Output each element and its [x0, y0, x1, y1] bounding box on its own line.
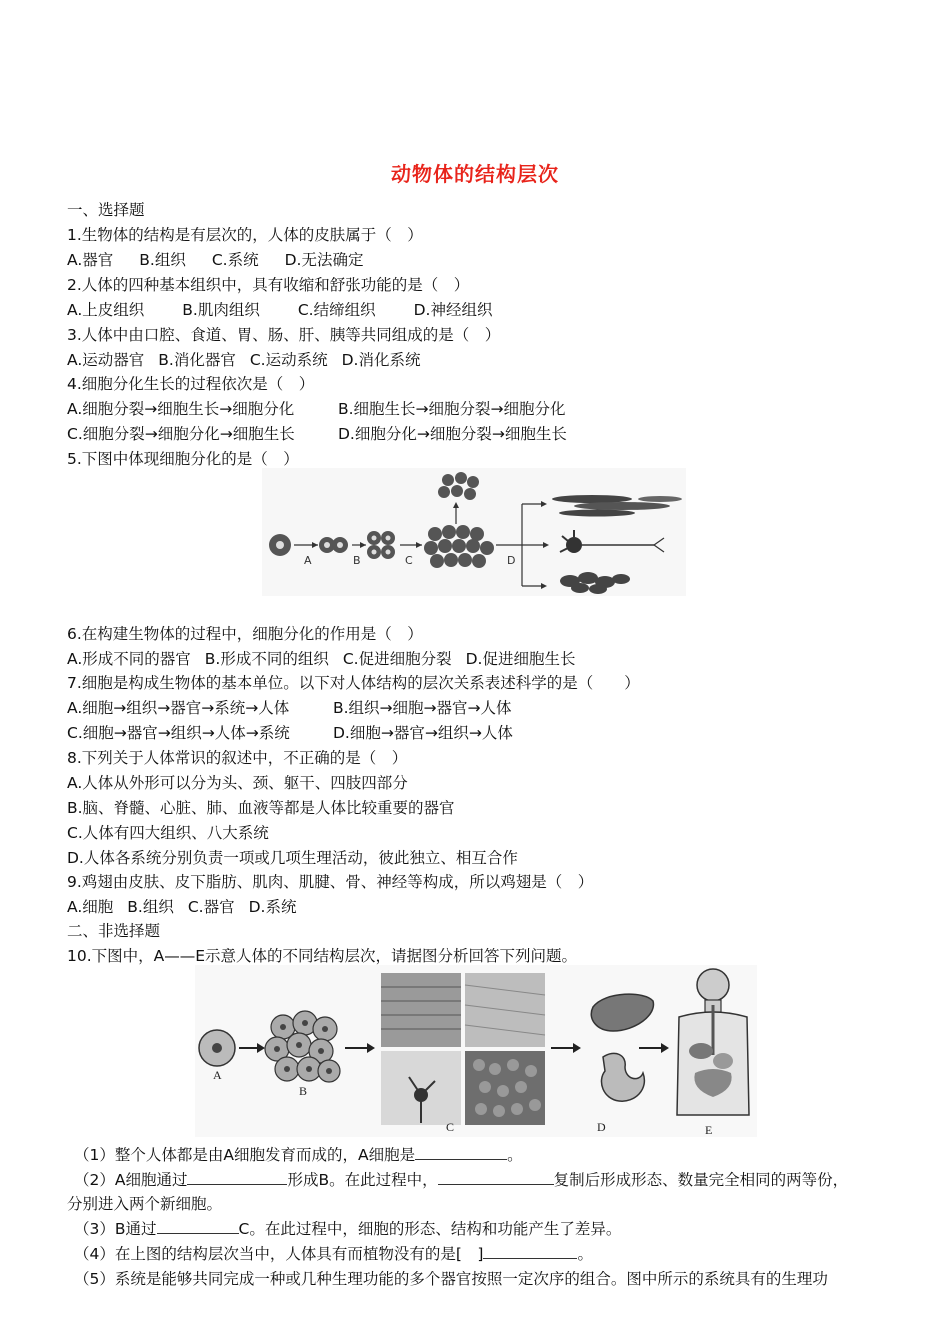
q10-sub4 — [74, 1244, 593, 1264]
q7-option-c: C.细胞→器官→组织→人体→系统 — [67, 724, 290, 742]
q2-stem: 2.人体的四种基本组织中，具有收缩和舒张功能的是（ ） — [67, 276, 470, 294]
q7-stem: 7.细胞是构成生物体的基本单位。以下对人体结构的层次关系表述科学的是（ ） — [67, 674, 640, 692]
option: C.运动系统 — [249, 351, 328, 369]
figure-label: A — [213, 1068, 222, 1082]
option: D.系统 — [248, 898, 297, 916]
q6-stem: 6.在构建生物体的过程中，细胞分化的作用是（ ） — [67, 625, 423, 643]
option: D.消化系统 — [341, 351, 421, 369]
figure-label: C — [405, 554, 413, 567]
q9-stem: 9.鸡翅由皮肤、皮下脂肪、肌肉、肌腱、骨、神经等构成，所以鸡翅是（ ） — [67, 873, 594, 891]
page-title: 动物体的结构层次 — [391, 162, 559, 186]
option: D.促进细胞生长 — [465, 650, 576, 668]
figure-label: C — [446, 1120, 455, 1134]
q10-sub2-cont: 分别进入两个新细胞。 — [67, 1195, 223, 1213]
q1-options — [67, 250, 389, 270]
q10-sub3 — [74, 1219, 621, 1239]
sub-question-text: （3）B通过 — [74, 1220, 157, 1238]
q4-option-b: B.细胞生长→细胞分裂→细胞分化 — [338, 400, 566, 418]
sub-question-text: 。 — [577, 1245, 593, 1263]
q10-sub5: （5）系统是能够共同完成一种或几种生理功能的多个器官按照一定次序的组合。图中所示的系统具有的生理功 — [74, 1270, 828, 1288]
answer-blank[interactable] — [415, 1145, 507, 1160]
q7-option-d: D.细胞→器官→组织→人体 — [333, 724, 513, 742]
option: D.神经组织 — [413, 301, 493, 319]
answer-blank[interactable] — [157, 1219, 239, 1234]
sub-question-text: （1）整个人体都是由A细胞发育而成的，A细胞是 — [74, 1146, 416, 1164]
option: A.形成不同的器官 — [67, 650, 191, 668]
q4-stem: 4.细胞分化生长的过程依次是（ ） — [67, 375, 315, 393]
body-structure-levels-figure — [195, 965, 757, 1137]
option: B.肌肉组织 — [182, 301, 260, 319]
q10-stem: 10.下图中，A——E示意人体的不同结构层次，请据图分析回答下列问题。 — [67, 947, 578, 965]
q8-option-a: A.人体从外形可以分为头、颈、躯干、四肢四部分 — [67, 774, 408, 792]
option: A.细胞 — [67, 898, 114, 916]
sub-question-text: （2）A细胞通过 — [74, 1171, 188, 1189]
q8-option-d: D.人体各系统分别负责一项或几项生理活动，彼此独立、相互合作 — [67, 849, 518, 867]
figure-label: B — [353, 554, 361, 567]
q7-option-b: B.组织→细胞→器官→人体 — [333, 699, 512, 717]
figure-label: E — [705, 1123, 713, 1137]
q7-option-a: A.细胞→组织→器官→系统→人体 — [67, 699, 290, 717]
q5-stem: 5.下图中体现细胞分化的是（ ） — [67, 450, 299, 468]
q3-stem: 3.人体中由口腔、食道、胃、肠、肝、胰等共同组成的是（ ） — [67, 326, 501, 344]
option: B.组织 — [127, 898, 174, 916]
sub-question-text: 复制后形成形态、数量完全相同的两等份， — [553, 1171, 849, 1189]
cell-differentiation-figure — [262, 468, 686, 596]
option: C.系统 — [211, 251, 259, 269]
sub-question-text: 形成B。在此过程中， — [287, 1171, 438, 1189]
q8-option-c: C.人体有四大组织、八大系统 — [67, 824, 269, 842]
section-heading: 二、非选择题 — [67, 922, 161, 940]
sub-question-text: C。在此过程中，细胞的形态、结构和功能产生了差异。 — [238, 1220, 622, 1238]
option: C.器官 — [187, 898, 235, 916]
q1-stem: 1.生物体的结构是有层次的，人体的皮肤属于（ ） — [67, 226, 423, 244]
q4-option-c: C.细胞分裂→细胞分化→细胞生长 — [67, 425, 295, 443]
q10-sub2 — [74, 1170, 848, 1190]
q2-options — [67, 300, 518, 320]
option: C.结缔组织 — [297, 301, 376, 319]
q9-options — [67, 897, 322, 917]
q3-options — [67, 350, 446, 370]
sub-question-text: （4）在上图的结构层次当中，人体具有而植物没有的是[ ] — [74, 1245, 484, 1263]
answer-blank[interactable] — [438, 1170, 554, 1185]
option: A.上皮组织 — [67, 301, 145, 319]
figure-label: B — [299, 1084, 308, 1098]
figure-label: D — [597, 1120, 606, 1134]
section-heading: 一、选择题 — [67, 201, 145, 219]
q6-options — [67, 649, 601, 669]
q4-option-d: D.细胞分化→细胞分裂→细胞生长 — [338, 425, 567, 443]
option: B.形成不同的组织 — [204, 650, 329, 668]
q4-option-a: A.细胞分裂→细胞生长→细胞分化 — [67, 400, 295, 418]
q8-stem: 8.下列关于人体常识的叙述中，不正确的是（ ） — [67, 749, 408, 767]
option: D.无法确定 — [284, 251, 364, 269]
sub-question-text: 。 — [507, 1146, 523, 1164]
option: A.器官 — [67, 251, 114, 269]
figure-label: D — [507, 554, 516, 567]
q8-option-b: B.脑、脊髓、心脏、肺、血液等都是人体比较重要的器官 — [67, 799, 455, 817]
option: B.组织 — [139, 251, 186, 269]
figure-label: A — [304, 554, 312, 567]
answer-blank[interactable] — [187, 1170, 287, 1185]
option: A.运动器官 — [67, 351, 145, 369]
option: B.消化器官 — [158, 351, 236, 369]
answer-blank[interactable] — [483, 1244, 577, 1259]
q10-sub1 — [74, 1145, 523, 1165]
option: C.促进细胞分裂 — [342, 650, 452, 668]
